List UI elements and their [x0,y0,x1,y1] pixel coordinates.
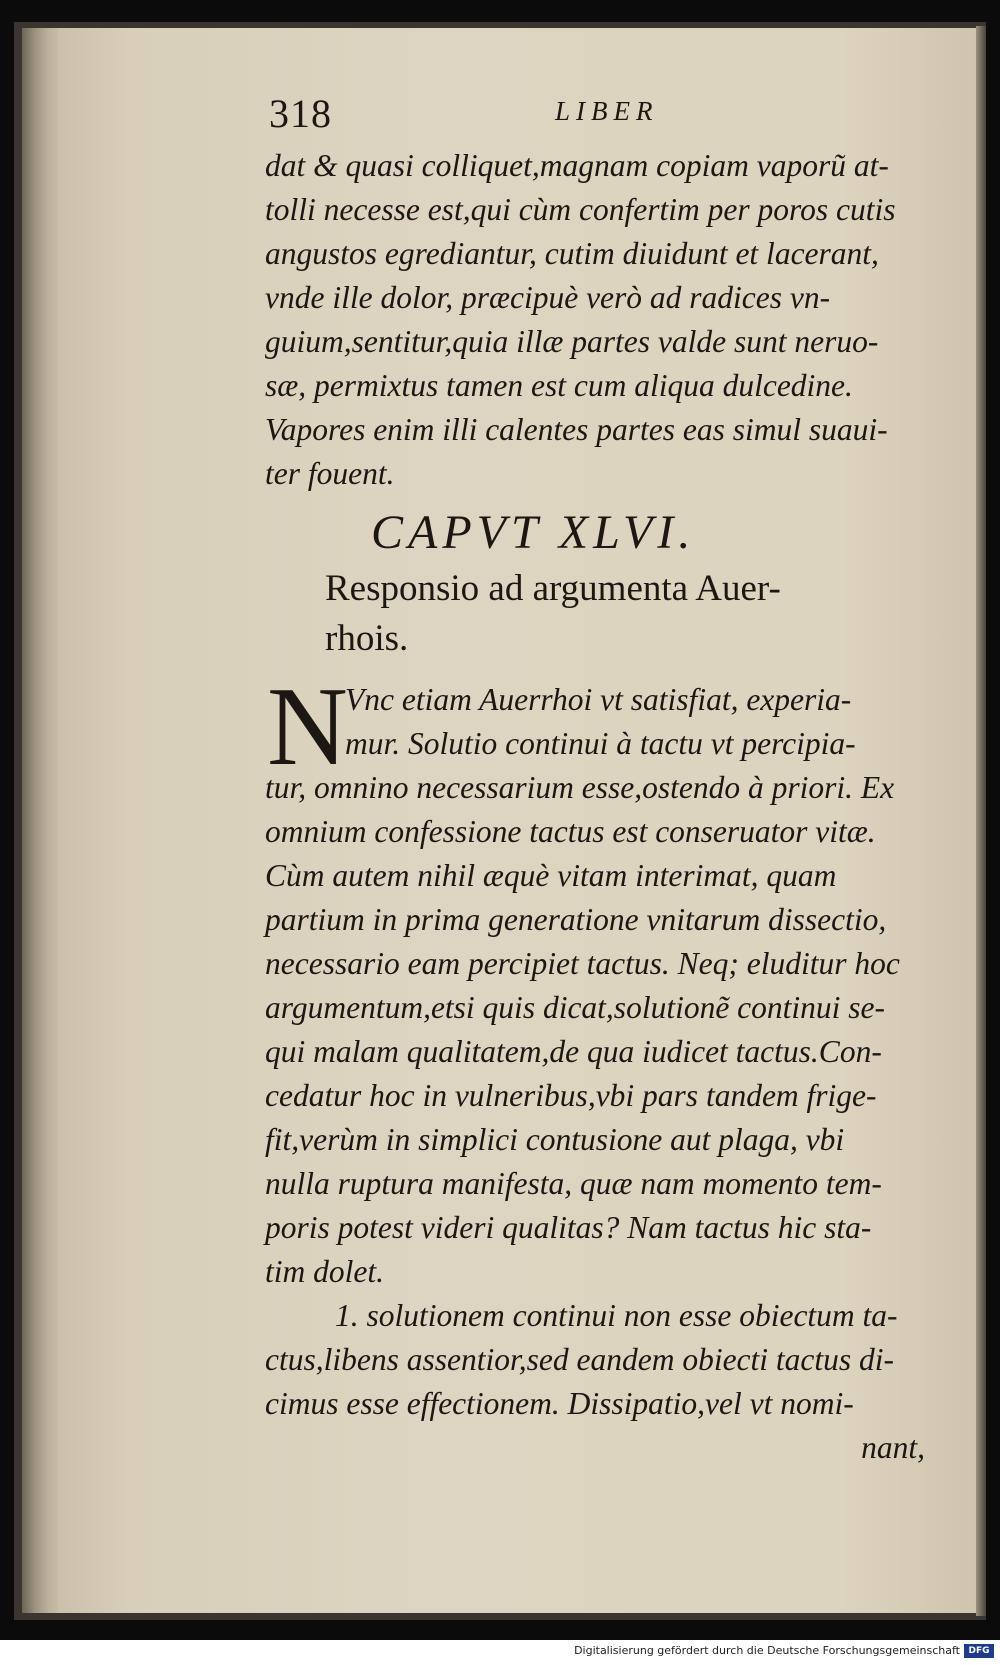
text-line: tolli necesse est,qui cùm confertim per poros cutis [265,192,896,227]
paragraph-1 [265,665,965,1294]
text-line: necessario eam percipiet tactus. Neq; eluditur hoc [265,946,900,981]
subtitle-line: Responsio ad argumenta Auer- [325,568,781,609]
chapter-subtitle [265,564,965,664]
text-line: tur, omnino necessarium esse,ostendo à priori. Ex [265,770,895,805]
running-head [265,88,965,144]
page-gutter [22,28,60,1613]
text-line: cedatur hoc in vulneribus,vbi pars tandem frige- [265,1078,877,1113]
digitization-footer [0,1640,1000,1665]
paragraph-2 [265,1294,965,1470]
text-line: guium,sentitur,quia illæ partes valde sunt neruo- [265,324,879,359]
text-line: partium in prima generatione vnitarum dissectio, [265,902,887,937]
text-line: argumentum,etsi quis dicat,solutionẽ continui se- [265,990,886,1025]
subtitle-line: rhois. [325,618,409,659]
text-line: omnium confessione tactus est conseruator vitæ. [265,814,876,849]
page-right-edge [976,26,986,1616]
catchword: nant, [861,1430,925,1465]
text-line: Vnc etiam Auerrhoi vt satisfiat, experia- [345,682,852,717]
text-line: Vapores enim illi calentes partes eas simul suaui- [265,412,888,447]
text-line: qui malam qualitatem,de qua iudicet tactus.Con- [265,1034,882,1069]
drop-cap: N [267,665,348,789]
page-text [265,88,965,1470]
text-line: sæ, permixtus tamen est cum aliqua dulcedine. [265,368,853,403]
text-line: vnde ille dolor, præcipuè verò ad radices vn- [265,280,831,315]
running-title: LIBER [555,96,659,126]
text-line: 1. solutionem continui non esse obiectum ta- [335,1298,898,1333]
text-line: dat & quasi colliquet,magnam copiam vaporũ at- [265,148,889,183]
text-line: nulla ruptura manifesta, quæ nam momento tem- [265,1166,882,1201]
text-line: tim dolet. [265,1254,384,1289]
text-line: angustos egrediantur, cutim diuidunt et lacerant, [265,236,879,271]
page-number: 318 [269,91,332,136]
text-line: fit,verùm in simplici contusione aut plaga, vbi [265,1122,845,1157]
text-line: cimus esse effectionem. Dissipatio,vel vt nomi- [265,1386,854,1421]
opening-lines [265,144,965,496]
text-line: mur. Solutio continui à tactu vt percipia- [345,726,856,761]
funding-credit: Digitalisierung gefördert durch die Deutsche Forschungsgemeinschaft [574,1644,960,1657]
chapter-heading: CAPVT XLVI. [371,506,696,559]
text-line: ctus,libens assentior,sed eandem obiecti tactus di- [265,1342,895,1377]
text-line: Cùm autem nihil æquè vitam interimat, quam [265,858,837,893]
dfg-logo-icon: DFG [964,1644,994,1658]
text-line: ter fouent. [265,456,395,491]
text-line: poris potest videri qualitas? Nam tactus hic sta- [265,1210,872,1245]
